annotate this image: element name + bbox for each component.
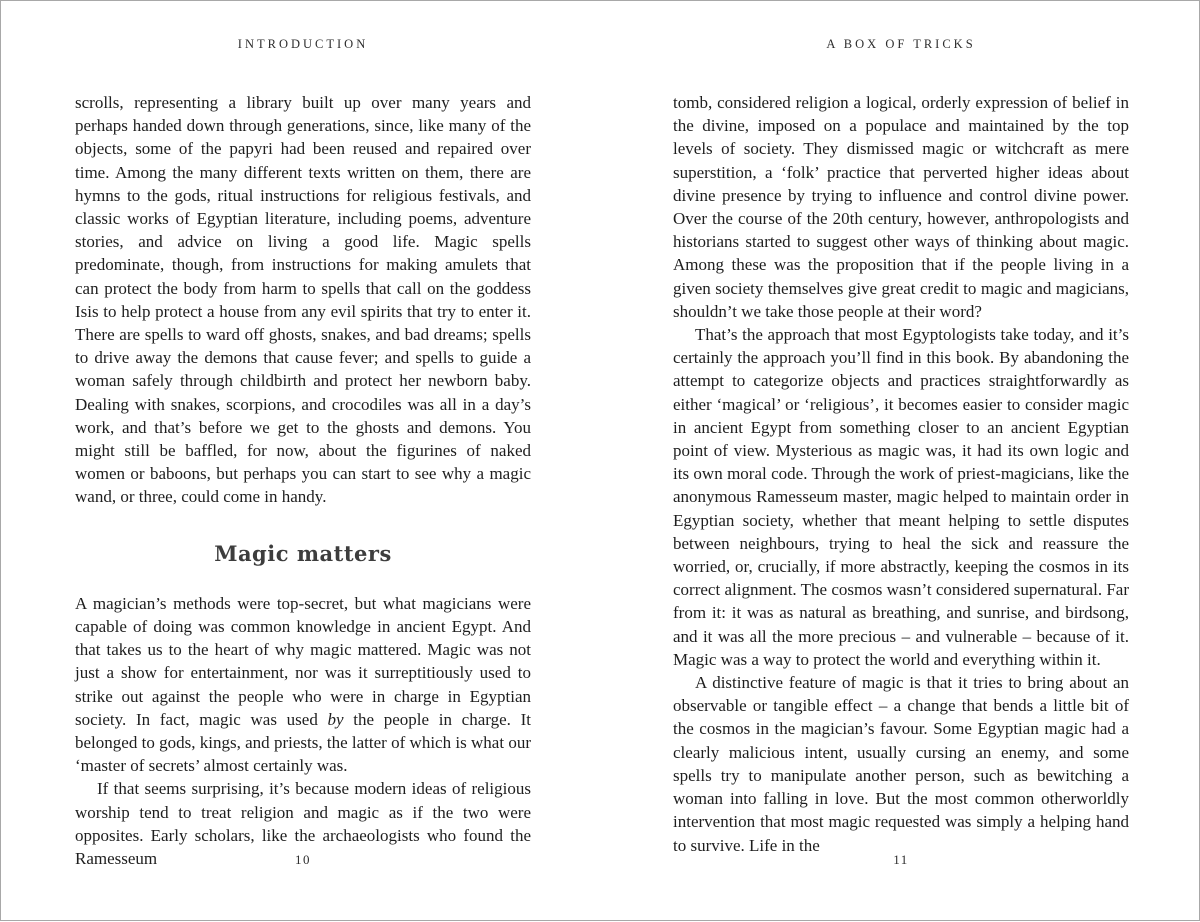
- paragraph-text: A magician’s methods were top-secret, but what magicians were capable of doing was common knowledge in ancient Egypt. And that takes us to the heart of why magic mattered. Magic was not just a show for entertainment, nor was it surreptitiously used to strike out against the people who were in charge in Egyptian society. In fact, magic was used: [75, 593, 531, 729]
- paragraph: scrolls, representing a library built up over many years and perhaps handed down through generations, since, like many of the objects, some of the papyri had been reused and repaired over time. Among the many different texts written on them, there are hymns to the gods, ritual instructions for religious festivals, and classic works of Egyptian literature, including poems, adventure stories, and advice on living a good life. Magic spells predominate, though, from instructions for making amulets that can protect the body from harm to spells that call on the goddess Isis to help protect a house from any evil spirits that try to enter it. There are spells to ward off ghosts, snakes, and bad dreams; spells to drive away the demons that cause fever; and spells to guide a woman safely through childbirth and protect her newborn baby. Dealing with snakes, scorpions, and crocodiles was all in a day’s work, and that’s before we get to the ghosts and demons. You might still be baffled, for now, about the figurines of naked women or baboons, but perhaps you can start to see why a magic wand, or three, could come in handy.: [75, 93, 531, 507]
- left-page-body: [75, 91, 531, 870]
- paragraph: That’s the approach that most Egyptologists take today, and it’s certainly the approach you’ll find in this book. By abandoning the attempt to categorize objects and practices straightforwardly as either ‘magical’ or ‘religious’, it becomes easier to consider magic in ancient Egypt from something closer to an ancient Egyptian point of view. Mysterious as magic was, it had its own logic and its own moral code. Through the work of priest-magicians, like the anonymous Ramesseum master, magic helped to maintain order in Egyptian society, whether that meant helping to settle disputes between neighbours, trying to heal the sick and reassure the worried, or, crucially, if more abstractly, keeping the cosmos in its correct alignment. The cosmos wasn’t considered supernatural. Far from it: it was as natural as breathing, and sunrise, and birdsong, and it was all the more precious – and vulnerable – because of it. Magic was a way to protect the world and everything within it.: [673, 325, 1129, 669]
- section-heading: Magic matters: [214, 540, 392, 566]
- page-number-right: 11: [893, 852, 909, 867]
- page-number-left: 10: [295, 852, 311, 867]
- running-head-right: A BOX OF TRICKS: [826, 37, 976, 51]
- paragraph: If that seems surprising, it’s because modern ideas of religious worship tend to treat religion and magic as if the two were opposites. Early scholars, like the archaeologists who found the Ramesseum: [75, 779, 531, 869]
- right-page-body: [673, 91, 1129, 857]
- right-page: [673, 1, 1129, 922]
- paragraph-text: the people in charge. It belonged to gods, kings, and priests, the latter of which is what our ‘master of secrets’ almost certainly was.: [75, 709, 531, 776]
- paragraph: [75, 592, 531, 778]
- paragraph: tomb, considered religion a logical, orderly expression of belief in the divine, imposed on a populace and maintained by the top levels of society. They dismissed magic or witchcraft as mere superstition, a ‘folk’ practice that perverted higher ideas about divine presence by trying to influence and control divine power. Over the course of the 20th century, however, anthropologists and historians started to suggest other ways of thinking about magic. Among these was the proposition that if the people living in a given society themselves give great credit to magic and magicians, shouldn’t we take those people at their word?: [673, 93, 1129, 321]
- italic-word: by: [327, 709, 344, 729]
- left-page: [75, 1, 531, 922]
- running-head-left: INTRODUCTION: [237, 37, 369, 51]
- paragraph: A distinctive feature of magic is that it tries to bring about an observable or tangible effect – a change that bends a little bit of the cosmos in the magician’s favour. Some Egyptian magic had a clearly malicious intent, usually cursing an enemy, and some spells try to manipulate another person, such as bewitching a woman into falling in love. But the most common otherworldly intervention that most magic requested was simply a helping hand to survive. Life in the: [673, 673, 1129, 855]
